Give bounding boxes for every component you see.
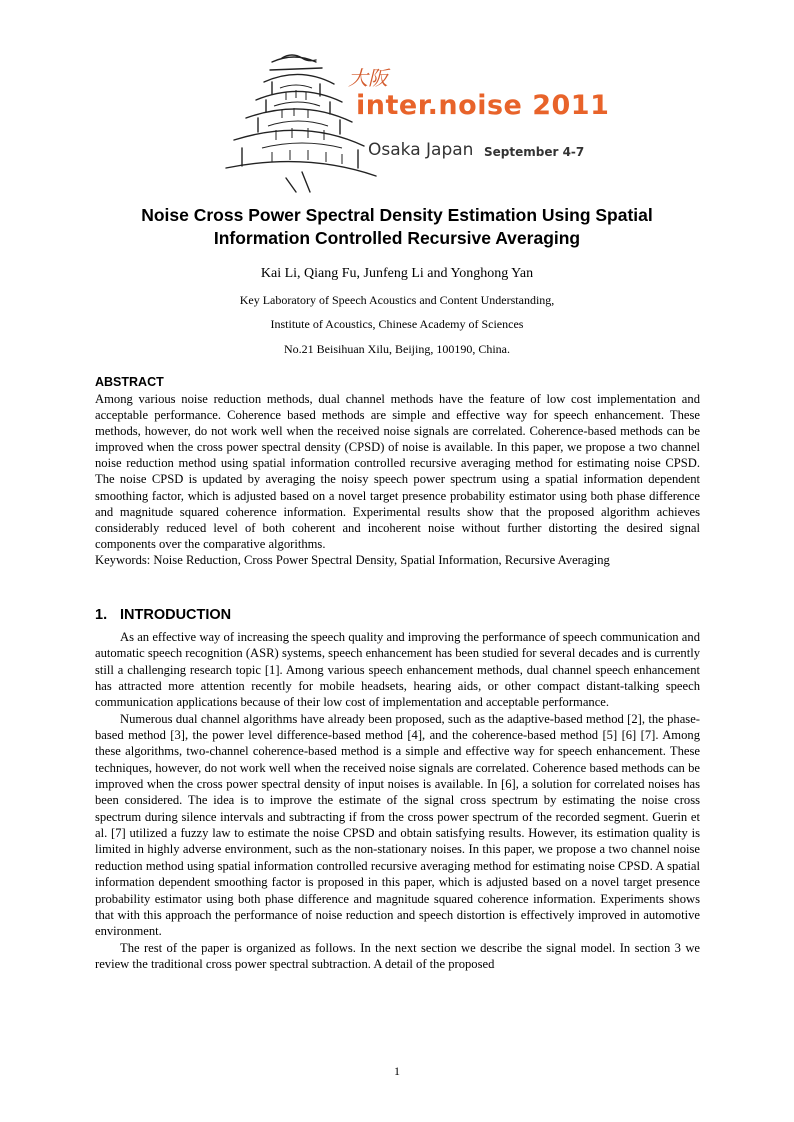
section-heading xyxy=(95,607,231,623)
paper-title xyxy=(60,204,734,250)
paragraph: The rest of the paper is organized as follows. In the next section we describe the signal model. In section 3 we review the traditional cross power spectral subtraction. A detail of the proposed xyxy=(95,940,700,971)
abstract-heading: ABSTRACT xyxy=(95,375,164,389)
paper-title-line: Information Controlled Recursive Averaging xyxy=(213,228,581,248)
paper-title-line: Noise Cross Power Spectral Density Estimation Using Spatial xyxy=(141,205,653,225)
page-number: 1 xyxy=(394,1064,400,1078)
section-title: INTRODUCTION xyxy=(120,607,232,623)
affiliation-line: Institute of Acoustics, Chinese Academy of Sciences xyxy=(270,317,524,331)
paragraph: As an effective way of increasing the speech quality and improving the performance of speech communication and automatic speech recognition (ASR) systems, speech enhancement has been studied for several decades and is currently still a challenging research topic [1]. Among various speech enhancement methods, dual channel speech enhancement has attracted more attention recently for mobile headsets, hearing aids, or other compact distant-talking speech communication applications because of their low cost of implementation and acceptable performance. xyxy=(95,630,700,710)
logo-kanji: 大阪 xyxy=(348,66,388,90)
section-number: 1. xyxy=(95,607,108,623)
affiliation-line: No.21 Beisihuan Xilu, Beijing, 100190, China. xyxy=(284,342,510,356)
conference-city: Osaka Japan xyxy=(368,140,474,160)
keywords: Keywords: Noise Reduction, Cross Power Spectral Density, Spatial Information, Recursive Averaging xyxy=(95,552,610,567)
conference-dates: September 4-7 xyxy=(484,145,585,159)
paragraph: Numerous dual channel algorithms have already been proposed, such as the adaptive-based method [2], the phase-based method [3], the power level difference-based method [4], and the coherence-based method [5] [6] [7]. Among these algorithms, two-channel coherence-based method is a simple and effective way for speech enhancement. These techniques, however, do not work well when the received noise signals are correlated. Coherence based methods can be improved when the cross power spectral density of input noises is available. In [6], a solution for correlated noises has been considered. The idea is to improve the estimate of the signal cross spectrum by estimating the noise cross spectrum during silence intervals and subtracting if from the cross power spectrum of the recorded segment. Guerin et al. [7] utilized a fuzzy law to estimate the noise CPSD and obtain satisfying results. However, its estimation quality is limited in highly adverse environment, such as the non-stationary noises. In this paper, we propose a two channel noise reduction method using spatial information controlled recursive averaging method for estimating noise CPSD. A spatial information dependent smoothing factor is proposed in this paper, which is adjusted based on a novel target presence probability estimator using both phase difference and magnitude squared coherence information. Experiments shows that with this approach the performance of noise reduction and speech distortion is effectively improved in automotive environment. xyxy=(95,711,700,939)
authors: Kai Li, Qiang Fu, Junfeng Li and Yonghong Yan xyxy=(260,266,534,281)
abstract-body xyxy=(95,391,700,568)
conference-wordmark: inter.noise 2011 xyxy=(356,90,610,121)
affiliation-line: Key Laboratory of Speech Acoustics and Content Understanding, xyxy=(239,293,555,307)
abstract-text: Among various noise reduction methods, dual channel methods have the feature of low cost implementation and acceptable performance. Coherence based methods are simple and effective way for speech enhancement. These methods, however, do not work well when the received noise signals are correlated. Coherence-based methods can be improved when the cross power spectral density (CPSD) of noise is available. In this paper, we propose a two channel noise reduction method using spatial information controlled recursive averaging method for estimating noise CPSD. The noise CPSD is updated by averaging the noisy speech power spectrum using a spatial information dependent smoothing factor, which is adjusted based on a novel target presence probability estimator using both phase difference and magnitude squared coherence information. Experimental results show that the proposed algorithm achieves considerably reduced level of both coherent and incoherent noise without further distorting the desired signal components over the comparative algorithms. xyxy=(95,392,700,551)
section-body xyxy=(95,629,700,972)
